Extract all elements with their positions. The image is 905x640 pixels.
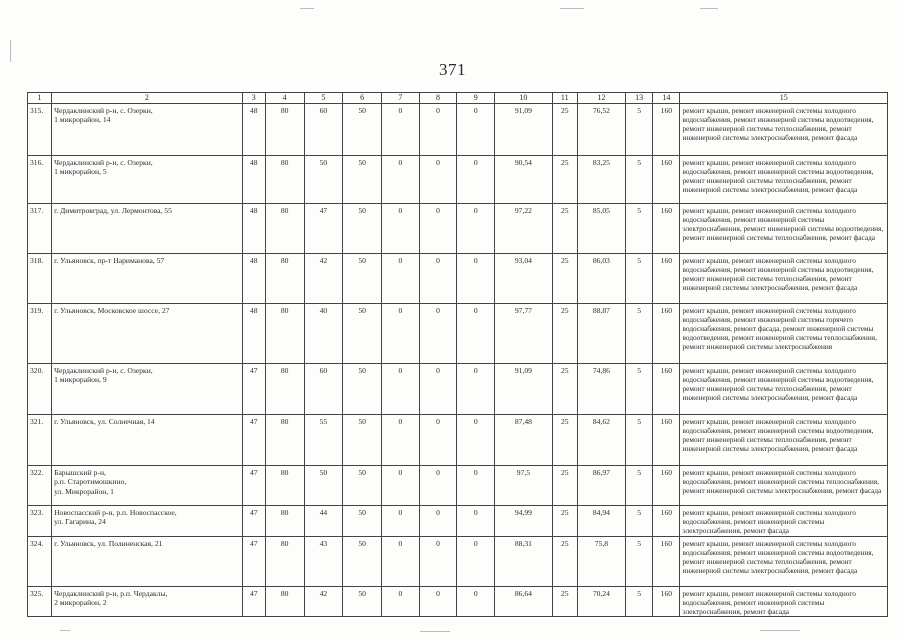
column-number-cell: 13	[626, 93, 653, 104]
address-cell: г. Ульяновск, пр-т Нариманова, 57	[52, 254, 243, 304]
value-cell: 97,77	[495, 304, 553, 364]
value-cell: 86,97	[577, 466, 625, 506]
value-cell: 94,99	[495, 506, 553, 537]
value-cell: 97,5	[495, 466, 553, 506]
value-cell: 160	[653, 537, 680, 587]
value-cell: 0	[457, 304, 495, 364]
column-number-cell: 12	[577, 93, 625, 104]
value-cell: 0	[382, 587, 420, 617]
value-cell: 160	[653, 466, 680, 506]
value-cell: 0	[457, 415, 495, 466]
value-cell: 160	[653, 254, 680, 304]
value-cell: 55	[304, 415, 343, 466]
page-number: 371	[439, 60, 466, 79]
value-cell: 0	[382, 204, 420, 254]
row-number-cell: 315.	[28, 104, 52, 156]
address-cell: Чердаклинский р-н, с. Озерки, 1 микрорайон, 5	[52, 156, 243, 204]
scan-speck	[60, 630, 70, 631]
value-cell: 0	[457, 104, 495, 156]
value-cell: 47	[242, 364, 265, 415]
value-cell: 80	[265, 104, 304, 156]
value-cell: 5	[626, 537, 653, 587]
value-cell: 0	[419, 304, 457, 364]
value-cell: 0	[419, 254, 457, 304]
column-number-cell: 9	[457, 93, 495, 104]
value-cell: 5	[626, 587, 653, 617]
table-row	[28, 304, 888, 364]
value-cell: 50	[343, 304, 382, 364]
row-number-cell: 321.	[28, 415, 52, 466]
value-cell: 0	[419, 204, 457, 254]
row-number-cell: 319.	[28, 304, 52, 364]
table-row	[28, 415, 888, 466]
value-cell: 5	[626, 156, 653, 204]
works-cell: ремонт крыши, ремонт инженерной системы холодного водоснабжения, ремонт инженерной системы водоотведения, ремонт инженерной системы теплоснабжения, ремонт инженерной системы электроснабжения, ремонт фасада	[680, 156, 888, 204]
value-cell: 25	[552, 254, 577, 304]
row-number-cell: 322.	[28, 466, 52, 506]
value-cell: 50	[343, 415, 382, 466]
value-cell: 47	[304, 204, 343, 254]
value-cell: 160	[653, 304, 680, 364]
value-cell: 50	[343, 537, 382, 587]
value-cell: 80	[265, 304, 304, 364]
value-cell: 25	[552, 156, 577, 204]
scan-speck	[700, 8, 718, 9]
value-cell: 80	[265, 506, 304, 537]
value-cell: 47	[242, 506, 265, 537]
value-cell: 25	[552, 537, 577, 587]
scan-speck	[420, 631, 450, 632]
column-number-cell: 5	[304, 93, 343, 104]
value-cell: 76,52	[577, 104, 625, 156]
value-cell: 42	[304, 254, 343, 304]
register-table-body	[28, 93, 888, 617]
value-cell: 25	[552, 587, 577, 617]
works-cell: ремонт крыши, ремонт инженерной системы холодного водоснабжения, ремонт инженерной системы электроснабжения, ремонт фасада	[680, 506, 888, 537]
column-number-cell: 1	[28, 93, 52, 104]
value-cell: 0	[382, 304, 420, 364]
row-number-cell: 317.	[28, 204, 52, 254]
value-cell: 75,8	[577, 537, 625, 587]
value-cell: 5	[626, 304, 653, 364]
column-number-cell: 14	[653, 93, 680, 104]
value-cell: 0	[457, 466, 495, 506]
value-cell: 48	[242, 204, 265, 254]
table-row	[28, 466, 888, 506]
address-cell: Барышский р-н, р.п. Старотимошкино, ул. Микрорайон, 1	[52, 466, 243, 506]
address-cell: Новоспасский р-н, р.п. Новоспасское, ул. Гагарина, 24	[52, 506, 243, 537]
scan-speck	[760, 630, 800, 631]
scan-speck	[300, 8, 314, 9]
value-cell: 25	[552, 304, 577, 364]
value-cell: 5	[626, 415, 653, 466]
value-cell: 0	[419, 587, 457, 617]
value-cell: 80	[265, 466, 304, 506]
works-cell: ремонт крыши, ремонт инженерной системы холодного водоснабжения, ремонт инженерной системы водоотведения, ремонт инженерной системы теплоснабжения, ремонт инженерной системы электроснабжения, ремонт фасада	[680, 537, 888, 587]
value-cell: 60	[304, 364, 343, 415]
value-cell: 160	[653, 587, 680, 617]
value-cell: 80	[265, 156, 304, 204]
column-number-cell: 7	[382, 93, 420, 104]
table-row	[28, 537, 888, 587]
value-cell: 88,87	[577, 304, 625, 364]
row-number-cell: 324.	[28, 537, 52, 587]
address-cell: г. Ульяновск, Московское шоссе, 27	[52, 304, 243, 364]
table-row	[28, 254, 888, 304]
value-cell: 0	[457, 156, 495, 204]
works-cell: ремонт крыши, ремонт инженерной системы холодного водоснабжения, ремонт инженерной системы водоотведения, ремонт инженерной системы теплоснабжения, ремонт инженерной системы электроснабжения, ремонт фасада	[680, 364, 888, 415]
value-cell: 0	[382, 254, 420, 304]
register-table	[27, 92, 888, 617]
column-number-cell: 6	[343, 93, 382, 104]
value-cell: 0	[419, 104, 457, 156]
value-cell: 25	[552, 506, 577, 537]
value-cell: 0	[419, 415, 457, 466]
value-cell: 25	[552, 364, 577, 415]
value-cell: 25	[552, 104, 577, 156]
value-cell: 25	[552, 466, 577, 506]
value-cell: 0	[457, 506, 495, 537]
value-cell: 90,54	[495, 156, 553, 204]
value-cell: 50	[304, 466, 343, 506]
value-cell: 0	[457, 364, 495, 415]
value-cell: 48	[242, 254, 265, 304]
address-cell: г. Ульяновск, ул. Солнечная, 14	[52, 415, 243, 466]
value-cell: 0	[382, 415, 420, 466]
value-cell: 91,09	[495, 364, 553, 415]
value-cell: 47	[242, 587, 265, 617]
value-cell: 0	[419, 156, 457, 204]
address-cell: г. Ульяновск, ул. Полиненская, 21	[52, 537, 243, 587]
value-cell: 160	[653, 156, 680, 204]
value-cell: 91,09	[495, 104, 553, 156]
value-cell: 86,64	[495, 587, 553, 617]
value-cell: 80	[265, 587, 304, 617]
value-cell: 0	[382, 466, 420, 506]
value-cell: 5	[626, 506, 653, 537]
value-cell: 160	[653, 415, 680, 466]
value-cell: 0	[382, 506, 420, 537]
value-cell: 93,04	[495, 254, 553, 304]
value-cell: 80	[265, 364, 304, 415]
value-cell: 0	[382, 104, 420, 156]
value-cell: 0	[419, 506, 457, 537]
value-cell: 5	[626, 104, 653, 156]
value-cell: 47	[242, 537, 265, 587]
value-cell: 5	[626, 204, 653, 254]
scan-speck	[560, 8, 584, 9]
value-cell: 160	[653, 364, 680, 415]
table-row	[28, 156, 888, 204]
value-cell: 0	[382, 156, 420, 204]
value-cell: 48	[242, 304, 265, 364]
column-number-cell: 11	[552, 93, 577, 104]
row-number-cell: 318.	[28, 254, 52, 304]
value-cell: 5	[626, 364, 653, 415]
value-cell: 47	[242, 466, 265, 506]
address-cell: г. Димитровград, ул. Лермонтова, 55	[52, 204, 243, 254]
value-cell: 87,48	[495, 415, 553, 466]
row-number-cell: 323.	[28, 506, 52, 537]
value-cell: 5	[626, 254, 653, 304]
table-row	[28, 506, 888, 537]
value-cell: 25	[552, 415, 577, 466]
value-cell: 0	[419, 537, 457, 587]
works-cell: ремонт крыши, ремонт инженерной системы холодного водоснабжения, ремонт инженерной системы водоотведения, ремонт инженерной системы теплоснабжения, ремонт инженерной системы электроснабжения, ремонт фасада	[680, 104, 888, 156]
value-cell: 50	[343, 156, 382, 204]
works-cell: ремонт крыши, ремонт инженерной системы холодного водоснабжения, ремонт инженерной системы электроснабжения, ремонт фасада	[680, 587, 888, 617]
value-cell: 25	[552, 204, 577, 254]
value-cell: 50	[343, 506, 382, 537]
row-number-cell: 325.	[28, 587, 52, 617]
value-cell: 88,31	[495, 537, 553, 587]
scan-speck	[10, 40, 11, 62]
value-cell: 42	[304, 587, 343, 617]
table-row	[28, 587, 888, 617]
address-cell: Чердаклинский р-н, с. Озерки, 1 микрорайон, 14	[52, 104, 243, 156]
value-cell: 47	[242, 415, 265, 466]
column-number-cell: 10	[495, 93, 553, 104]
column-number-cell: 4	[265, 93, 304, 104]
table-row	[28, 364, 888, 415]
value-cell: 5	[626, 466, 653, 506]
works-cell: ремонт крыши, ремонт инженерной системы холодного водоснабжения, ремонт инженерной системы водоотведения, ремонт инженерной системы теплоснабжения, ремонт инженерной системы электроснабжения, ремонт фасада	[680, 415, 888, 466]
value-cell: 50	[343, 204, 382, 254]
value-cell: 84,94	[577, 506, 625, 537]
value-cell: 44	[304, 506, 343, 537]
value-cell: 160	[653, 204, 680, 254]
value-cell: 50	[343, 364, 382, 415]
works-cell: ремонт крыши, ремонт инженерной системы холодного водоснабжения, ремонт инженерной системы электроснабжения, ремонт инженерной системы водоотведения, ремонт инженерной системы теплоснабжения, ремонт фасада	[680, 204, 888, 254]
table-row	[28, 204, 888, 254]
value-cell: 60	[304, 104, 343, 156]
value-cell: 160	[653, 506, 680, 537]
address-cell: Чердаклинский р-н, с. Озерки, 1 микрорайон, 9	[52, 364, 243, 415]
table-row	[28, 104, 888, 156]
value-cell: 80	[265, 415, 304, 466]
value-cell: 160	[653, 104, 680, 156]
row-number-cell: 316.	[28, 156, 52, 204]
value-cell: 43	[304, 537, 343, 587]
value-cell: 86,03	[577, 254, 625, 304]
value-cell: 80	[265, 537, 304, 587]
column-number-cell: 8	[419, 93, 457, 104]
value-cell: 0	[419, 364, 457, 415]
value-cell: 0	[457, 254, 495, 304]
value-cell: 85,05	[577, 204, 625, 254]
value-cell: 0	[457, 204, 495, 254]
value-cell: 50	[343, 587, 382, 617]
works-cell: ремонт крыши, ремонт инженерной системы холодного водоснабжения, ремонт инженерной системы теплоснабжения, ремонт инженерной системы электроснабжения, ремонт фасада	[680, 466, 888, 506]
value-cell: 40	[304, 304, 343, 364]
value-cell: 48	[242, 156, 265, 204]
row-number-cell: 320.	[28, 364, 52, 415]
value-cell: 50	[343, 466, 382, 506]
value-cell: 50	[343, 254, 382, 304]
value-cell: 50	[343, 104, 382, 156]
value-cell: 0	[382, 537, 420, 587]
value-cell: 97,22	[495, 204, 553, 254]
value-cell: 83,25	[577, 156, 625, 204]
works-cell: ремонт крыши, ремонт инженерной системы холодного водоснабжения, ремонт инженерной системы водоотведения, ремонт инженерной системы теплоснабжения, ремонт инженерной системы электроснабжения, ремонт фасада	[680, 254, 888, 304]
column-number-cell: 15	[680, 93, 888, 104]
value-cell: 80	[265, 254, 304, 304]
address-cell: Чердаклинский р-н, р.п. Чердаклы, 2 микрорайон, 2	[52, 587, 243, 617]
value-cell: 50	[304, 156, 343, 204]
works-cell: ремонт крыши, ремонт инженерной системы холодного водоснабжения, ремонт инженерной системы горячего водоснабжения, ремонт фасада, ремонт инженерной системы водоотведения, ремонт инженерной системы теплоснабжения, ремонт инженерной системы электроснабжения	[680, 304, 888, 364]
value-cell: 0	[457, 537, 495, 587]
value-cell: 48	[242, 104, 265, 156]
value-cell: 0	[457, 587, 495, 617]
value-cell: 84,62	[577, 415, 625, 466]
column-number-row	[28, 93, 888, 104]
value-cell: 70,24	[577, 587, 625, 617]
column-number-cell: 2	[52, 93, 243, 104]
value-cell: 74,86	[577, 364, 625, 415]
value-cell: 80	[265, 204, 304, 254]
value-cell: 0	[382, 364, 420, 415]
value-cell: 0	[419, 466, 457, 506]
column-number-cell: 3	[242, 93, 265, 104]
